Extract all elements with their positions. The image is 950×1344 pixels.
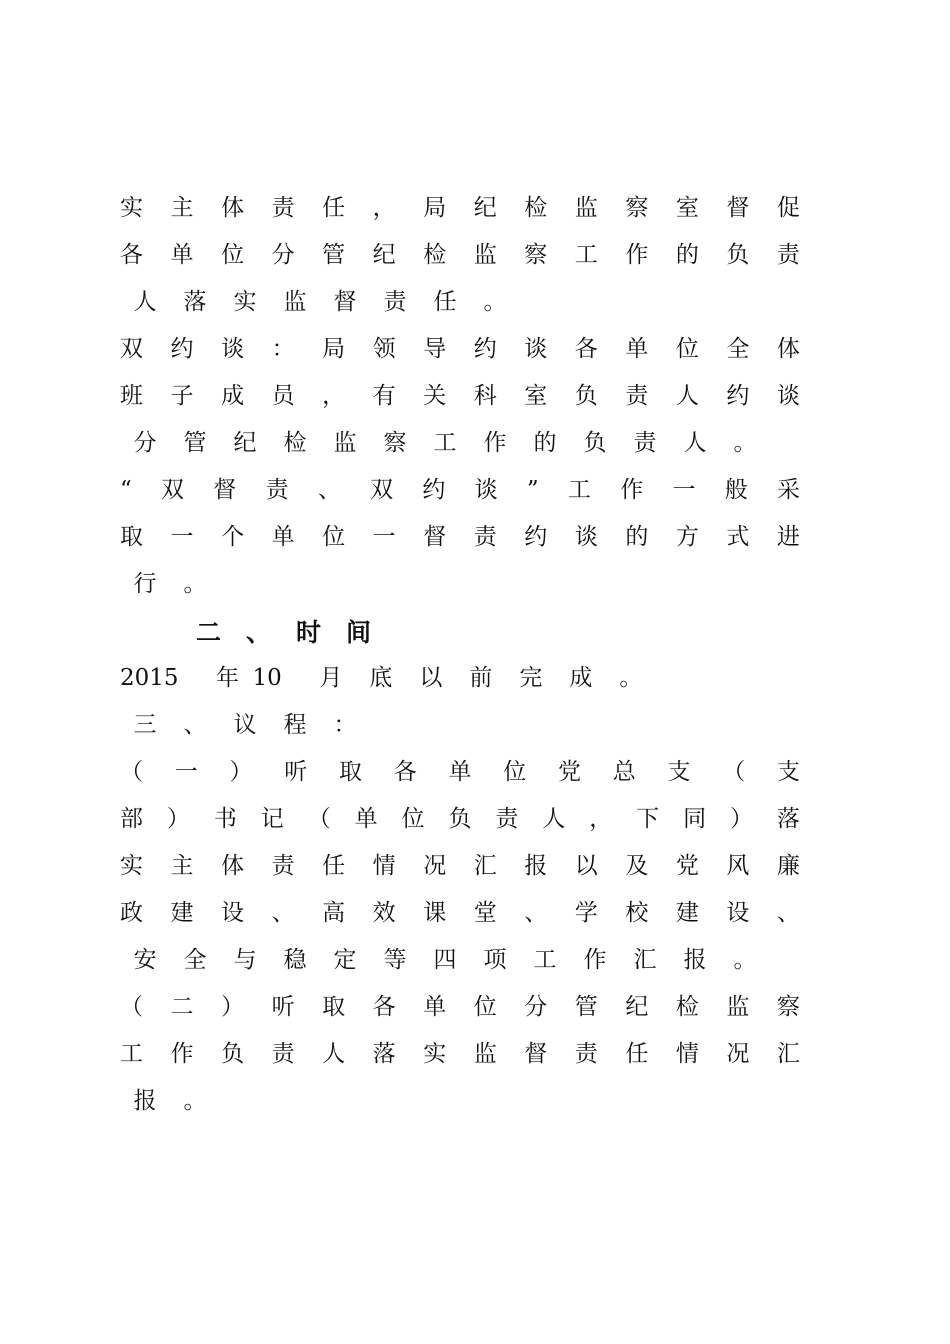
text-glyph: 。 bbox=[183, 1088, 207, 1114]
text-glyph: 二 bbox=[196, 618, 222, 647]
text-glyph: 责 bbox=[625, 383, 649, 409]
text-glyph: ” bbox=[526, 477, 539, 503]
text-glyph: 单 bbox=[625, 336, 649, 362]
text-glyph: 成 bbox=[569, 665, 593, 691]
text-glyph: 责 bbox=[383, 289, 407, 315]
text-glyph: 责 bbox=[271, 195, 295, 221]
text-glyph: 各 bbox=[120, 242, 143, 268]
text-glyph: 三 bbox=[133, 712, 157, 738]
text-glyph: 有 bbox=[372, 383, 396, 409]
text-glyph: 工 bbox=[574, 242, 598, 268]
text-glyph: 堂 bbox=[473, 900, 497, 926]
text-glyph: 议 bbox=[233, 712, 257, 738]
text-glyph: 负 bbox=[726, 242, 750, 268]
text-glyph: 室 bbox=[675, 195, 699, 221]
text-glyph: ： bbox=[271, 336, 295, 362]
text-glyph: 定 bbox=[333, 947, 357, 973]
text-glyph: 及 bbox=[625, 853, 649, 879]
text-glyph: 任 bbox=[433, 289, 457, 315]
paragraph-line bbox=[120, 331, 800, 367]
text-glyph: 进 bbox=[776, 524, 800, 550]
text-glyph: 科 bbox=[473, 383, 497, 409]
text-glyph: 效 bbox=[372, 900, 396, 926]
text-glyph: 等 bbox=[383, 947, 407, 973]
text-glyph: 各 bbox=[574, 336, 598, 362]
text-glyph: 监 bbox=[726, 994, 750, 1020]
text-glyph: 成 bbox=[221, 383, 245, 409]
text-glyph: 负 bbox=[583, 430, 607, 456]
text-glyph: 负 bbox=[574, 383, 598, 409]
paragraph-line bbox=[120, 707, 800, 743]
text-glyph: 约 bbox=[726, 383, 750, 409]
text-glyph: 的 bbox=[625, 524, 649, 550]
text-glyph: 。 bbox=[619, 665, 643, 691]
text-glyph: ） bbox=[166, 806, 190, 832]
text-glyph: 作 bbox=[583, 947, 607, 973]
text-glyph: 底 bbox=[369, 665, 393, 691]
text-glyph: 员 bbox=[271, 383, 295, 409]
text-glyph: 作 bbox=[620, 477, 644, 503]
text-glyph: 工 bbox=[433, 430, 457, 456]
text-glyph: 四 bbox=[433, 947, 457, 973]
text-glyph: 一 bbox=[372, 524, 396, 550]
text-glyph: 汇 bbox=[633, 947, 657, 973]
text-glyph: 察 bbox=[625, 195, 649, 221]
paragraph-line bbox=[120, 566, 800, 602]
text-glyph: 课 bbox=[423, 900, 447, 926]
text-glyph: 体 bbox=[221, 195, 245, 221]
text-glyph: 以 bbox=[419, 665, 443, 691]
text-glyph: 高 bbox=[322, 900, 346, 926]
text-glyph: ， bbox=[372, 195, 396, 221]
text-glyph: 谈 bbox=[474, 477, 498, 503]
text-glyph: 书 bbox=[213, 806, 237, 832]
text-glyph: 单 bbox=[423, 994, 447, 1020]
text-glyph: 主 bbox=[170, 853, 194, 879]
text-glyph: （ bbox=[722, 759, 746, 785]
text-glyph: 支 bbox=[777, 759, 800, 785]
paragraph-line bbox=[120, 237, 800, 273]
text-glyph: 位 bbox=[322, 524, 346, 550]
text-glyph: 双 bbox=[161, 477, 185, 503]
text-glyph: 单 bbox=[448, 759, 472, 785]
text-glyph: 班 bbox=[120, 383, 143, 409]
text-glyph: （ bbox=[120, 759, 143, 785]
text-glyph: 全 bbox=[183, 947, 207, 973]
text-glyph: 。 bbox=[483, 289, 507, 315]
text-glyph: 完 bbox=[519, 665, 543, 691]
text-glyph: 间 bbox=[346, 618, 372, 647]
text-glyph: 2015 bbox=[120, 665, 179, 691]
text-glyph: 报 bbox=[524, 853, 548, 879]
text-glyph: 工 bbox=[567, 477, 591, 503]
text-glyph: 监 bbox=[574, 195, 598, 221]
paragraph-line bbox=[120, 895, 800, 931]
text-glyph: 安 bbox=[133, 947, 157, 973]
text-glyph: 管 bbox=[183, 430, 207, 456]
text-glyph: 双 bbox=[120, 336, 143, 362]
text-glyph: 位 bbox=[401, 806, 425, 832]
text-glyph: 落 bbox=[776, 806, 800, 832]
text-glyph: 促 bbox=[776, 195, 800, 221]
text-glyph: 位 bbox=[503, 759, 527, 785]
text-glyph: 支 bbox=[667, 759, 691, 785]
text-glyph: 人 bbox=[322, 1041, 346, 1067]
text-glyph: 汇 bbox=[776, 1041, 800, 1067]
text-glyph: 责 bbox=[495, 806, 519, 832]
text-glyph: 取 bbox=[339, 759, 362, 785]
text-glyph: 人 bbox=[133, 289, 157, 315]
text-glyph: 纪 bbox=[625, 994, 649, 1020]
text-glyph: ） bbox=[729, 806, 753, 832]
text-glyph: 前 bbox=[469, 665, 493, 691]
text-glyph: ， bbox=[589, 806, 613, 832]
text-glyph: ） bbox=[221, 994, 245, 1020]
text-glyph: 位 bbox=[675, 336, 699, 362]
text-glyph: 子 bbox=[170, 383, 194, 409]
text-glyph: 同 bbox=[683, 806, 707, 832]
text-glyph: 党 bbox=[675, 853, 699, 879]
text-glyph: 采 bbox=[776, 477, 800, 503]
text-glyph: 作 bbox=[625, 242, 649, 268]
paragraph-line bbox=[120, 942, 800, 978]
text-glyph: 监 bbox=[473, 1041, 497, 1067]
text-glyph: （ bbox=[120, 994, 143, 1020]
text-glyph: 领 bbox=[372, 336, 396, 362]
text-glyph: 一 bbox=[174, 759, 198, 785]
paragraph-line bbox=[120, 425, 800, 461]
text-glyph: 全 bbox=[726, 336, 750, 362]
text-glyph: 人 bbox=[675, 383, 699, 409]
text-glyph: 、 bbox=[183, 712, 207, 738]
text-glyph: 纪 bbox=[233, 430, 257, 456]
text-glyph: 取 bbox=[120, 524, 143, 550]
text-glyph: 作 bbox=[170, 1041, 194, 1067]
text-glyph: 廉 bbox=[776, 853, 800, 879]
paragraph-line bbox=[120, 284, 800, 320]
text-glyph: 、 bbox=[524, 900, 548, 926]
paragraph-line bbox=[120, 1083, 800, 1119]
text-glyph: 各 bbox=[393, 759, 417, 785]
text-glyph: 负 bbox=[221, 1041, 245, 1067]
text-glyph: 方 bbox=[675, 524, 699, 550]
text-glyph: 纪 bbox=[473, 195, 497, 221]
text-glyph: 学 bbox=[574, 900, 598, 926]
text-glyph: 分 bbox=[133, 430, 157, 456]
text-glyph: 单 bbox=[170, 242, 194, 268]
text-glyph: 人 bbox=[683, 430, 707, 456]
text-glyph: 局 bbox=[322, 336, 346, 362]
text-glyph: 察 bbox=[524, 242, 548, 268]
text-glyph: 体 bbox=[221, 853, 245, 879]
text-glyph: 责 bbox=[633, 430, 657, 456]
text-glyph: 责 bbox=[473, 524, 497, 550]
text-glyph: 室 bbox=[524, 383, 548, 409]
text-glyph: 督 bbox=[524, 1041, 548, 1067]
text-glyph: 月 bbox=[319, 665, 343, 691]
text-glyph: 实 bbox=[423, 1041, 447, 1067]
text-glyph: 任 bbox=[322, 853, 346, 879]
text-glyph: 实 bbox=[233, 289, 257, 315]
text-glyph: 督 bbox=[726, 195, 750, 221]
text-glyph: 10 bbox=[252, 665, 282, 691]
text-glyph: ） bbox=[229, 759, 253, 785]
text-glyph: 总 bbox=[612, 759, 636, 785]
text-glyph: 况 bbox=[726, 1041, 750, 1067]
text-glyph: 。 bbox=[733, 947, 757, 973]
text-glyph: 局 bbox=[423, 195, 447, 221]
text-glyph: 监 bbox=[473, 242, 497, 268]
paragraph-line bbox=[120, 519, 800, 555]
paragraph-line bbox=[120, 378, 800, 414]
text-glyph: 工 bbox=[120, 1041, 143, 1067]
paragraph-line bbox=[120, 801, 800, 837]
text-glyph: 位 bbox=[221, 242, 245, 268]
text-glyph: 与 bbox=[233, 947, 257, 973]
text-glyph: 建 bbox=[675, 900, 699, 926]
text-glyph: 检 bbox=[283, 430, 307, 456]
text-glyph: 导 bbox=[423, 336, 447, 362]
text-glyph: 项 bbox=[483, 947, 507, 973]
text-glyph: 般 bbox=[724, 477, 748, 503]
text-glyph: 况 bbox=[423, 853, 447, 879]
text-glyph: （ bbox=[307, 806, 331, 832]
text-glyph: 、 bbox=[317, 477, 341, 503]
text-glyph: 一 bbox=[170, 524, 194, 550]
paragraph-line bbox=[120, 660, 800, 696]
text-glyph: 督 bbox=[423, 524, 447, 550]
text-glyph: 检 bbox=[423, 242, 447, 268]
text-glyph: 检 bbox=[675, 994, 699, 1020]
text-glyph: 一 bbox=[672, 477, 696, 503]
text-glyph: 报 bbox=[683, 947, 707, 973]
text-glyph: 各 bbox=[372, 994, 396, 1020]
text-glyph: 责 bbox=[271, 853, 295, 879]
text-glyph: 督 bbox=[333, 289, 357, 315]
text-glyph: 时 bbox=[296, 618, 322, 647]
text-glyph: 实 bbox=[120, 853, 143, 879]
text-glyph: 单 bbox=[354, 806, 378, 832]
text-glyph: 责 bbox=[776, 242, 800, 268]
text-glyph: 。 bbox=[733, 430, 757, 456]
text-glyph: 记 bbox=[260, 806, 284, 832]
text-glyph: 政 bbox=[120, 900, 143, 926]
text-glyph: 责 bbox=[574, 1041, 598, 1067]
text-glyph: 建 bbox=[170, 900, 194, 926]
text-glyph: 体 bbox=[776, 336, 800, 362]
text-glyph: 以 bbox=[574, 853, 598, 879]
paragraph-line bbox=[120, 754, 800, 790]
text-glyph: 察 bbox=[383, 430, 407, 456]
paragraph-line bbox=[120, 989, 800, 1025]
text-glyph: 作 bbox=[483, 430, 507, 456]
text-glyph: 督 bbox=[213, 477, 237, 503]
text-glyph: 谈 bbox=[221, 336, 245, 362]
paragraph-line bbox=[120, 190, 800, 226]
text-glyph: 、 bbox=[271, 900, 295, 926]
text-glyph: 情 bbox=[675, 1041, 699, 1067]
text-glyph: “ bbox=[120, 477, 132, 503]
text-glyph: 校 bbox=[625, 900, 649, 926]
text-glyph: 稳 bbox=[283, 947, 307, 973]
text-glyph: 双 bbox=[370, 477, 394, 503]
text-glyph: 任 bbox=[322, 195, 346, 221]
text-glyph: 、 bbox=[776, 900, 800, 926]
paragraph-line bbox=[120, 1036, 800, 1072]
text-glyph: 谈 bbox=[524, 336, 548, 362]
text-glyph: 取 bbox=[322, 994, 346, 1020]
text-glyph: 年 bbox=[216, 665, 240, 691]
text-glyph: 听 bbox=[271, 994, 295, 1020]
text-glyph: 关 bbox=[423, 383, 447, 409]
text-glyph: 约 bbox=[422, 477, 446, 503]
text-glyph: 落 bbox=[372, 1041, 396, 1067]
text-glyph: 、 bbox=[246, 618, 272, 647]
text-glyph: 的 bbox=[533, 430, 557, 456]
text-glyph: 情 bbox=[372, 853, 396, 879]
text-glyph: 约 bbox=[473, 336, 497, 362]
text-glyph: 设 bbox=[221, 900, 245, 926]
text-glyph: 管 bbox=[574, 994, 598, 1020]
text-glyph: 汇 bbox=[473, 853, 497, 879]
text-glyph: 部 bbox=[120, 806, 143, 832]
text-glyph: 人 bbox=[542, 806, 566, 832]
text-glyph: 负 bbox=[448, 806, 472, 832]
text-glyph: 检 bbox=[524, 195, 548, 221]
text-glyph: 下 bbox=[636, 806, 660, 832]
text-glyph: 位 bbox=[473, 994, 497, 1020]
text-glyph: 设 bbox=[726, 900, 750, 926]
text-glyph: 任 bbox=[625, 1041, 649, 1067]
paragraph-line bbox=[120, 472, 800, 508]
text-glyph: 管 bbox=[322, 242, 346, 268]
text-glyph: 察 bbox=[776, 994, 800, 1020]
text-glyph: 程 bbox=[283, 712, 307, 738]
text-glyph: 单 bbox=[271, 524, 295, 550]
text-glyph: 分 bbox=[271, 242, 295, 268]
text-glyph: 监 bbox=[333, 430, 357, 456]
text-glyph: 行 bbox=[133, 571, 157, 597]
text-glyph: 工 bbox=[533, 947, 557, 973]
text-glyph: 的 bbox=[675, 242, 699, 268]
section-heading bbox=[196, 613, 396, 649]
text-glyph: 党 bbox=[558, 759, 581, 785]
text-glyph: 监 bbox=[283, 289, 307, 315]
text-glyph: 风 bbox=[726, 853, 750, 879]
paragraph-line bbox=[120, 848, 800, 884]
text-glyph: 谈 bbox=[574, 524, 598, 550]
text-glyph: ： bbox=[333, 712, 357, 738]
text-glyph: 二 bbox=[170, 994, 194, 1020]
text-glyph: 落 bbox=[183, 289, 207, 315]
text-glyph: 听 bbox=[284, 759, 308, 785]
text-glyph: 纪 bbox=[372, 242, 396, 268]
text-glyph: 报 bbox=[133, 1088, 157, 1114]
text-glyph: 谈 bbox=[776, 383, 800, 409]
text-glyph: ， bbox=[322, 383, 346, 409]
text-glyph: 责 bbox=[271, 1041, 295, 1067]
text-glyph: 主 bbox=[170, 195, 194, 221]
text-glyph: 实 bbox=[120, 195, 143, 221]
text-glyph: 分 bbox=[524, 994, 548, 1020]
text-glyph: 。 bbox=[183, 571, 207, 597]
text-glyph: 约 bbox=[170, 336, 194, 362]
text-glyph: 式 bbox=[726, 524, 750, 550]
text-glyph: 个 bbox=[221, 524, 245, 550]
text-glyph: 约 bbox=[524, 524, 548, 550]
text-glyph: 责 bbox=[265, 477, 289, 503]
